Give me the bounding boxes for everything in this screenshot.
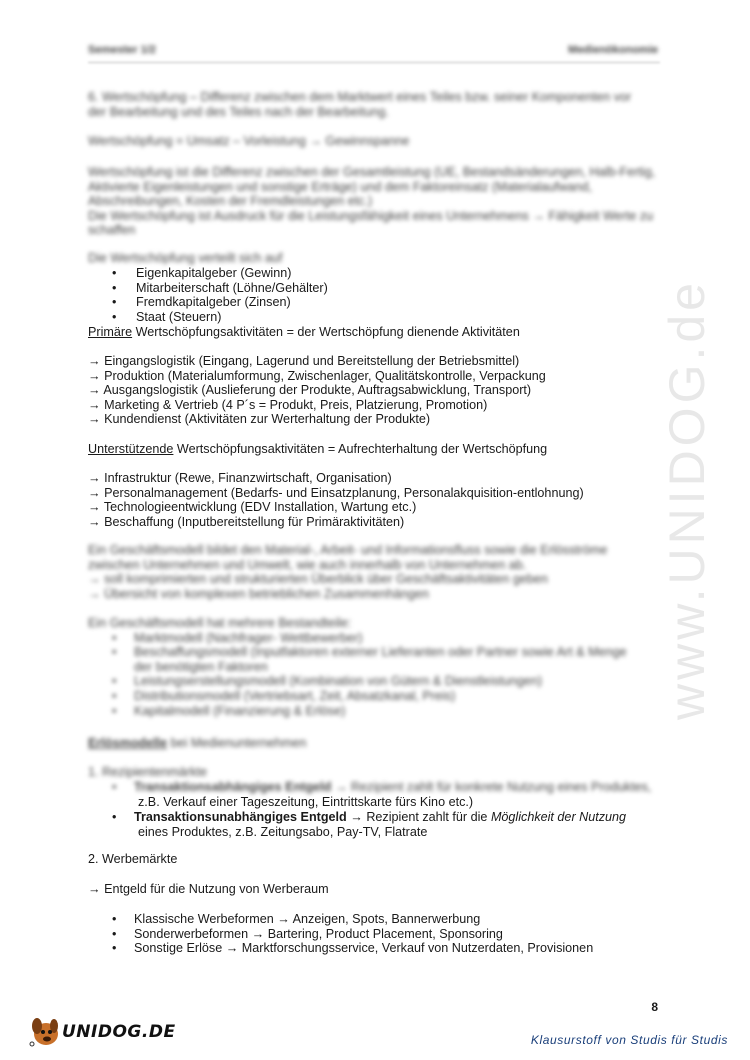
geschaeftsmodell-text: [88, 543, 663, 601]
text-line: Die Wertschöpfung ist Ausdruck für die Leistungsfähigkeit eines Unternehmens → Fähigkeit Werte zu: [88, 208, 654, 223]
wertschoepfung-definition: [88, 165, 663, 238]
list-item: → Beschaffung (Inputbereitstellung für Primäraktivitäten): [88, 514, 405, 529]
abh-rest: → Rezipient zahlt für konkrete Nutzung eines Produktes,: [331, 780, 652, 794]
list-item: • Distributionsmodell (Vertriebsart, Zeit, Absatzkanal, Preis): [88, 689, 663, 704]
list-item: → Marketing & Vertrieb (4 P´s = Produkt, Preis, Platzierung, Promotion): [88, 397, 488, 412]
unabh-mid: → Rezipient zahlt für die: [346, 810, 491, 824]
text-line: → Entgeld für die Nutzung von Werberaum: [88, 882, 329, 896]
list-item: • Leistungserstellungsmodell (Kombination von Gütern & Dienstleistungen): [88, 674, 663, 689]
unidog-logo: [26, 1010, 176, 1050]
list-item: • Beschaffungsmodell (Inputfaktoren externer Lieferanten oder Partner sowie Art & Menge: [88, 645, 663, 660]
primary-label: Primäre: [88, 325, 133, 339]
text-line: der Bearbeitung und des Teiles nach der Bearbeitung.: [88, 104, 389, 119]
support-label: Unterstützende: [88, 442, 174, 456]
list-item: → Ausgangslogistik (Auslieferung der Produkte, Auftragsabwicklung, Transport): [88, 383, 532, 398]
text-line: 2. Werbemärkte: [88, 852, 178, 866]
rezipient-heading: [88, 765, 663, 780]
list-item: • Sonstige Erlöse → Marktforschungsservice, Verkauf von Nutzerdaten, Provisionen: [88, 941, 663, 956]
erloes-heading: [88, 736, 663, 751]
list-item: • Eigenkapitalgeber (Gewinn): [88, 266, 663, 281]
text-line: 6. Wertschöpfung – Differenz zwischen dem Marktwert eines Teiles bzw. seiner Komponenten vor: [88, 90, 632, 104]
abh-bold: Transaktionsabhängiges Entgeld: [134, 780, 332, 794]
unabh-italic: Möglichkeit der Nutzung: [490, 810, 627, 824]
list-item: → Produktion (Materialumformung, Zwischenlager, Qualitätskontrolle, Verpackung: [88, 368, 546, 383]
text-line: → Übersicht von komplexen betrieblichen Zusammenhängen: [88, 586, 429, 601]
geschaeftsmodell-parts: [88, 616, 663, 718]
text-line: Aktivierte Eigenleistungen und sonstige Erträge) und dem Faktoreinsatz (Materialaufwand,: [88, 179, 593, 194]
text-line: eines Produktes, z.B. Zeitungsabo, Pay-TV, Flatrate: [138, 824, 428, 839]
list-item: → Infrastruktur (Rewe, Finanzwirtschaft, Organisation): [88, 471, 392, 485]
support-heading: [88, 442, 663, 457]
text-line: 1. Rezipientenmärkte: [88, 765, 208, 779]
text-line: Abschreibungen, Kosten der Fremdleistungen etc.): [88, 194, 373, 209]
erloes-text: bei Medienunternehmen: [167, 736, 307, 750]
wertschoepfung-intro: [88, 90, 663, 119]
text-line: schaffen: [88, 223, 136, 238]
list-item: • Marktmodell (Nachfrager- Wettbewerber): [88, 631, 663, 646]
list-item: • Sonderwerbeformen → Bartering, Product Placement, Sponsoring: [88, 927, 663, 942]
text-line: Ein Geschäftsmodell bildet den Material-, Arbeit- und Informationsfluss sowie die Erlösströme: [88, 543, 608, 557]
werbe-heading: [88, 852, 663, 867]
footer-slogan: Klausurstoff von Studis für Studis: [530, 1033, 728, 1047]
list-item: → Personalmanagement (Bedarfs- und Einsatzplanung, Personalakquisition-entlohnung): [88, 485, 584, 500]
text-line: zwischen Unternehmen und Umwelt, wie auch innerhalb von Unternehmen ab.: [88, 557, 527, 572]
list-item: • Staat (Steuern): [88, 310, 663, 325]
unabh-bold: Transaktionsunabhängiges Entgeld: [134, 810, 347, 824]
text-line: Wertschöpfung = Umsatz – Vorleistung → Gewinnspanne: [88, 134, 410, 148]
dog-icon: [26, 1010, 66, 1050]
distribution-intro: [88, 251, 663, 266]
page-number: 8: [651, 1000, 658, 1014]
primary-text: Wertschöpfungsaktivitäten = der Wertschöpfung dienende Aktivitäten: [132, 325, 520, 339]
support-text: Wertschöpfungsaktivitäten = Aufrechterhaltung der Wertschöpfung: [173, 442, 548, 456]
distribution-list: [88, 266, 663, 324]
header-right: Medienökonomie: [568, 44, 658, 56]
list-item: • Mitarbeiterschaft (Löhne/Gehälter): [88, 281, 663, 296]
list-item: → Eingangslogistik (Eingang, Lagerund und Bereitstellung der Betriebsmittel): [88, 354, 520, 368]
erloes-label: Erlösmodelle: [88, 736, 168, 750]
text-line: Die Wertschöpfung verteilt sich auf: [88, 251, 283, 265]
text-line: z.B. Verkauf einer Tageszeitung, Eintrittskarte fürs Kino etc.): [138, 795, 474, 809]
werbe-list: [88, 912, 663, 956]
list-item: der benötigten Faktoren: [134, 659, 268, 674]
header-rule: [88, 62, 660, 63]
werbe-entgeld: [88, 882, 663, 897]
text-line: Wertschöpfung ist die Differenz zwischen der Gesamtleistung (UE, Bestandsänderungen, Halb-Fertig,: [88, 165, 656, 179]
text-line: → soll komprimierten und strukturierten Überblick über Geschäftsaktivitäten geben: [88, 572, 548, 587]
support-list: [88, 471, 663, 529]
unabhaengig-item: [88, 810, 663, 839]
watermark: www.UNIDOG.de: [659, 279, 715, 720]
logo-text: UNIDOG.DE: [62, 1022, 176, 1042]
abhaengig-line2: [88, 795, 663, 810]
wertschoepfung-formula: [88, 134, 663, 149]
list-item: → Kundendienst (Aktivitäten zur Werterhaltung der Produkte): [88, 412, 431, 427]
primary-list: [88, 354, 663, 427]
header-left: Semester 1/2: [88, 44, 156, 56]
abhaengig-line1: [88, 780, 663, 795]
text-line: Ein Geschäftsmodell hat mehrere Bestandteile:: [88, 616, 352, 630]
list-item: • Kapitalmodell (Finanzierung & Erlöse): [88, 704, 663, 719]
primary-heading: [88, 325, 663, 340]
list-item: • Klassische Werbeformen → Anzeigen, Spots, Bannerwerbung: [88, 912, 663, 927]
list-item: → Technologieentwicklung (EDV Installation, Wartung etc.): [88, 500, 417, 515]
list-item: • Fremdkapitalgeber (Zinsen): [88, 295, 663, 310]
